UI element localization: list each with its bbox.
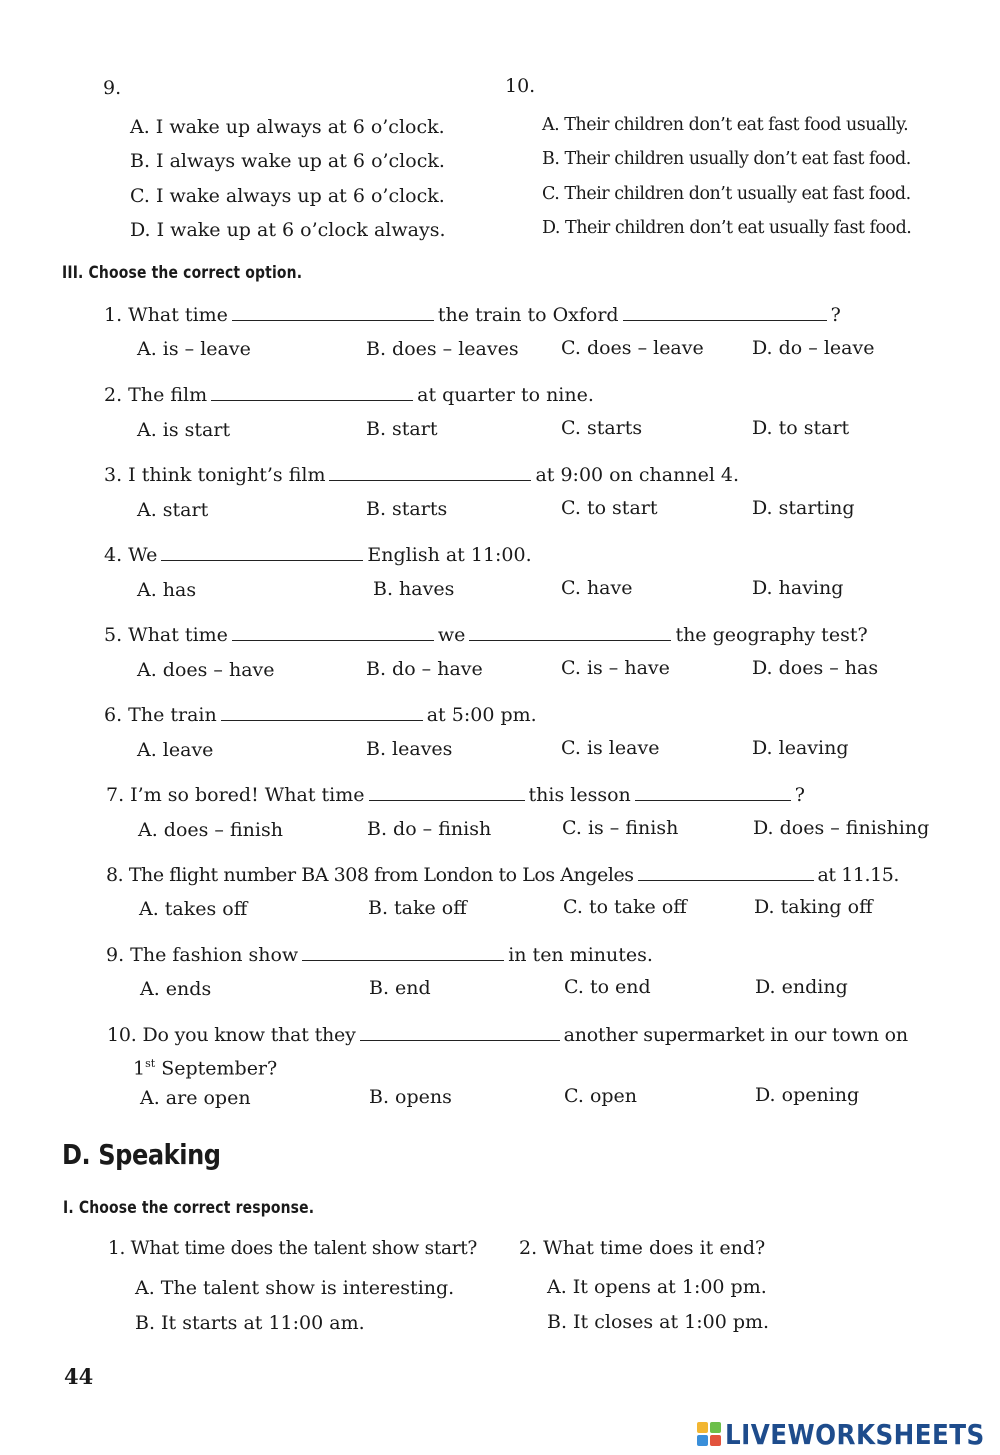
q1-option-a[interactable]: A. is – leave bbox=[137, 338, 251, 360]
speaking-q2: 2. What time does it end? bbox=[519, 1237, 766, 1259]
q4-text-start: 4. We bbox=[104, 544, 158, 566]
q9-blank[interactable] bbox=[302, 942, 504, 961]
brand-name: LIVEWORKSHEETS bbox=[725, 1417, 985, 1451]
q2-option-c[interactable]: C. starts bbox=[561, 417, 643, 439]
q1-text-start: 1. What time bbox=[104, 304, 228, 326]
q10-blank[interactable] bbox=[360, 1022, 560, 1041]
prev-q10-option-a: A. Their children don’t eat fast food usually. bbox=[542, 115, 909, 135]
q5-text-end: the geography test? bbox=[675, 624, 868, 646]
prev-q9-option-d: D. I wake up at 6 o’clock always. bbox=[130, 219, 446, 241]
q7-option-d[interactable]: D. does – finishing bbox=[753, 817, 930, 839]
q10-date-number: 1 bbox=[133, 1057, 146, 1080]
q10-date-rest: September? bbox=[155, 1057, 278, 1080]
prev-q9-number: 9. bbox=[103, 77, 122, 99]
q7-option-b[interactable]: B. do – finish bbox=[367, 818, 492, 840]
q10-option-d[interactable]: D. opening bbox=[755, 1084, 860, 1106]
q8-option-d[interactable]: D. taking off bbox=[754, 896, 873, 918]
prev-q9-option-c: C. I wake always up at 6 o’clock. bbox=[130, 185, 445, 207]
q6-blank[interactable] bbox=[221, 702, 423, 721]
question-4 bbox=[104, 542, 532, 567]
q3-option-d[interactable]: D. starting bbox=[752, 497, 855, 519]
q6-text-end: at 5:00 pm. bbox=[426, 704, 537, 726]
q2-option-d[interactable]: D. to start bbox=[752, 417, 850, 439]
prev-q9-option-a: A. I wake up always at 6 o’clock. bbox=[130, 116, 445, 138]
q5-option-a[interactable]: A. does – have bbox=[137, 659, 275, 681]
speaking-heading: I. Choose the correct response. bbox=[63, 1198, 315, 1218]
q1-text-end: ? bbox=[830, 304, 841, 326]
q5-option-b[interactable]: B. do – have bbox=[366, 658, 483, 680]
q9-option-d[interactable]: D. ending bbox=[755, 976, 848, 998]
page-number: 44 bbox=[64, 1364, 94, 1389]
speaking-q2-option-b[interactable]: B. It closes at 1:00 pm. bbox=[547, 1311, 770, 1333]
q10-option-b[interactable]: B. opens bbox=[369, 1086, 452, 1108]
q10-option-c[interactable]: C. open bbox=[564, 1085, 638, 1107]
prev-q9-option-b: B. I always wake up at 6 o’clock. bbox=[130, 150, 445, 172]
q5-text-mid: we bbox=[437, 624, 466, 646]
q8-text-start: 8. The flight number BA 308 from London to Los Angeles bbox=[106, 864, 634, 886]
q8-blank[interactable] bbox=[638, 862, 814, 881]
prev-q10-option-c: C. Their children don’t usually eat fast food. bbox=[542, 184, 911, 204]
q9-text-start: 9. The fashion show bbox=[106, 944, 299, 966]
speaking-q2-option-a[interactable]: A. It opens at 1:00 pm. bbox=[547, 1276, 767, 1298]
question-7 bbox=[106, 782, 805, 807]
question-5 bbox=[104, 622, 868, 647]
q6-option-c[interactable]: C. is leave bbox=[561, 737, 660, 759]
prev-q10-number: 10. bbox=[505, 75, 536, 97]
logo-tile-4 bbox=[710, 1435, 721, 1446]
q10-text-end: another supermarket in our town on bbox=[563, 1024, 908, 1046]
q5-blank-2[interactable] bbox=[469, 622, 671, 641]
q5-text-start: 5. What time bbox=[104, 624, 228, 646]
q10-date-suffix: st bbox=[145, 1057, 156, 1070]
question-2 bbox=[104, 382, 594, 407]
q1-option-b[interactable]: B. does – leaves bbox=[366, 338, 519, 360]
q4-option-c[interactable]: C. have bbox=[561, 577, 633, 599]
q4-text-end: English at 11:00. bbox=[367, 544, 532, 566]
q1-text-mid: the train to Oxford bbox=[437, 304, 619, 326]
q1-option-d[interactable]: D. do – leave bbox=[752, 337, 875, 359]
q2-option-a[interactable]: A. is start bbox=[137, 419, 231, 441]
question-10 bbox=[107, 1022, 908, 1047]
q5-blank-1[interactable] bbox=[232, 622, 434, 641]
q7-text-mid: this lesson bbox=[528, 784, 631, 806]
q9-option-b[interactable]: B. end bbox=[369, 977, 431, 999]
q3-option-a[interactable]: A. start bbox=[137, 499, 209, 521]
q2-text-end: at quarter to nine. bbox=[417, 384, 594, 406]
speaking-q1-option-a[interactable]: A. The talent show is interesting. bbox=[135, 1277, 455, 1299]
q2-blank[interactable] bbox=[211, 382, 413, 401]
q8-text-end: at 11.15. bbox=[817, 864, 899, 886]
q2-option-b[interactable]: B. start bbox=[366, 418, 438, 440]
q3-blank[interactable] bbox=[329, 462, 531, 481]
speaking-q1-option-b[interactable]: B. It starts at 11:00 am. bbox=[135, 1312, 365, 1334]
logo-tile-3 bbox=[697, 1435, 708, 1446]
question-8 bbox=[106, 862, 899, 887]
q3-option-c[interactable]: C. to start bbox=[561, 497, 658, 519]
speaking-q1: 1. What time does the talent show start? bbox=[108, 1238, 477, 1259]
prev-q10-option-d: D. Their children don’t eat usually fast food. bbox=[542, 218, 912, 238]
logo-tile-2 bbox=[710, 1422, 721, 1433]
q7-text-end: ? bbox=[794, 784, 805, 806]
q6-option-b[interactable]: B. leaves bbox=[366, 738, 453, 760]
q3-text-end: at 9:00 on channel 4. bbox=[535, 464, 740, 486]
q2-text-start: 2. The film bbox=[104, 384, 208, 406]
q4-option-a[interactable]: A. has bbox=[137, 579, 197, 601]
q10-option-a[interactable]: A. are open bbox=[140, 1087, 251, 1109]
q4-option-b[interactable]: B. haves bbox=[373, 578, 455, 600]
speaking-title: D. Speaking bbox=[62, 1138, 221, 1171]
q9-option-a[interactable]: A. ends bbox=[140, 978, 212, 1000]
q1-blank-1[interactable] bbox=[232, 302, 434, 321]
q1-option-c[interactable]: C. does – leave bbox=[561, 337, 704, 359]
q6-option-d[interactable]: D. leaving bbox=[752, 737, 849, 759]
q8-option-b[interactable]: B. take off bbox=[368, 897, 467, 919]
q10-text-start: 10. Do you know that they bbox=[107, 1024, 356, 1046]
q1-blank-2[interactable] bbox=[623, 302, 827, 321]
q8-option-c[interactable]: C. to take off bbox=[563, 896, 687, 918]
q7-option-a[interactable]: A. does – finish bbox=[138, 819, 283, 841]
q9-text-end: in ten minutes. bbox=[508, 944, 653, 966]
section-3-heading: III. Choose the correct option. bbox=[62, 263, 303, 283]
question-1 bbox=[104, 302, 841, 327]
q6-text-start: 6. The train bbox=[104, 704, 217, 726]
q10-line-2 bbox=[133, 1052, 277, 1080]
question-3 bbox=[104, 462, 739, 487]
logo-tile-1 bbox=[697, 1422, 708, 1433]
q4-blank[interactable] bbox=[161, 542, 363, 561]
q7-option-c[interactable]: C. is – finish bbox=[562, 817, 679, 839]
q7-blank-1[interactable] bbox=[369, 782, 525, 801]
question-6 bbox=[104, 702, 537, 727]
question-9 bbox=[106, 942, 653, 967]
logo-tiles-icon bbox=[697, 1422, 721, 1446]
liveworksheets-logo bbox=[697, 1417, 1000, 1451]
q5-option-d[interactable]: D. does – has bbox=[752, 657, 879, 679]
q9-option-c[interactable]: C. to end bbox=[564, 976, 651, 998]
q6-option-a[interactable]: A. leave bbox=[137, 739, 214, 761]
q7-text-start: 7. I’m so bored! What time bbox=[106, 784, 365, 806]
q7-blank-2[interactable] bbox=[635, 782, 791, 801]
q3-option-b[interactable]: B. starts bbox=[366, 498, 448, 520]
q5-option-c[interactable]: C. is – have bbox=[561, 657, 670, 679]
q3-text-start: 3. I think tonight’s film bbox=[104, 464, 326, 486]
q8-option-a[interactable]: A. takes off bbox=[139, 898, 248, 920]
prev-q10-option-b: B. Their children usually don’t eat fast food. bbox=[542, 149, 911, 169]
q4-option-d[interactable]: D. having bbox=[752, 577, 844, 599]
